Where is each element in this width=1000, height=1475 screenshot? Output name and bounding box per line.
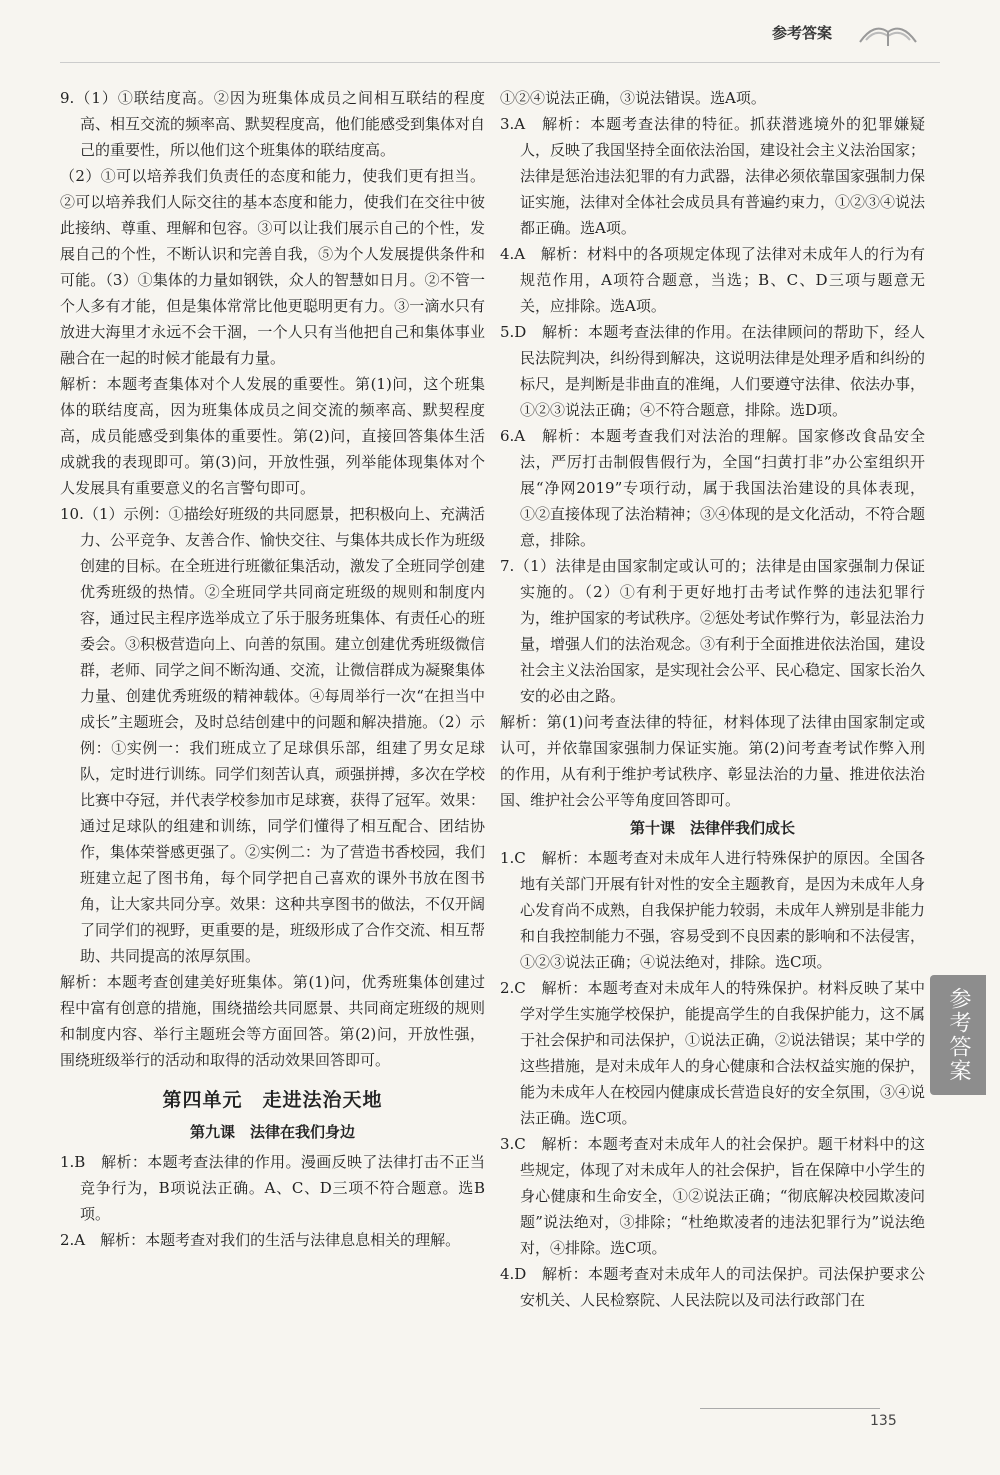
q9-analysis: 解析：本题考查集体对个人发展的重要性。第(1)问，这个班集体的联结度高，因为班集体成员之间交流的频率高、默契程度高，成员能感受到集体的重要性。第(2)问，直接回答集体生活成就我的表现即可。第(3)问，开放性强，列举能体现集体对个人发展具有重要意义的名言警句即可。 bbox=[60, 375, 485, 497]
l10-q2: 2.C 解析：本题考查对未成年人的特殊保护。材料反映了某中学对学生实施学校保护，能提高学生的自我保护能力，这不属于社会保护和司法保护，①说法正确，②说法错误；某中学的这些措施，是对未成年人的身心健康和合法权益实施的保护，能为未成年人在校园内健康成长营造良好的安全氛围，③④说法正确。选C项。 bbox=[500, 979, 926, 1127]
header-label: 参考答案 bbox=[772, 24, 833, 42]
l9-q1: 1.B 解析：本题考查法律的作用。漫画反映了法律打击不正当竞争行为，B项说法正确。A、C、D三项不符合题意。选B项。 bbox=[60, 1153, 485, 1223]
unit-title: 第四单元 走进法治天地 bbox=[162, 1089, 383, 1111]
q9-part2: （2）①可以培养我们负责任的态度和能力，使我们更有担当。②可以培养我们人际交往的基本态度和能力，使我们在交往中彼此接纳、尊重、理解和包容。③可以让我们展示自己的个性，发展自己的个性，不断认识和完善自我，⑤为个人发展提供条件和可能。（3）①集体的力量如钢铁，众人的智慧如日月。②不管一个人多有才能，但是集体常常比他更聪明更有力。③一滴水只有放进大海里才永远不会干涸，一个人只有当他把自己和集体事业融合在一起的时候才能最有力量。 bbox=[60, 167, 485, 367]
footer-rule bbox=[700, 1408, 880, 1409]
side-tab: 参考答案 bbox=[930, 975, 986, 1095]
l9-q3: 3.A 解析：本题考查法律的特征。抓获潜逃境外的犯罪嫌疑人，反映了我国坚持全面依法治国，建设社会主义法治国家；法律是惩治违法犯罪的有力武器，法律必须依靠国家强制力保证实施，法律对全体社会成员具有普遍约束力，①②③④说法都正确。选A项。 bbox=[500, 115, 926, 237]
header-rule bbox=[60, 62, 940, 63]
l9-q2: 2.A 解析：本题考查对我们的生活与法律息息相关的理解。 bbox=[60, 1231, 461, 1249]
l9-q7: 7.（1）法律是由国家制定或认可的；法律是由国家强制力保证实施的。（2）①有利于更好地打击考试作弊的违法犯罪行为，维护国家的考试秩序。②惩处考试作弊行为，彰显法治力量，增强人们的法治观念。③有利于全面推进依法治国，建设社会主义法治国家，是实现社会公平、民心稳定、国家长治久安的必由之路。 bbox=[500, 557, 926, 705]
l9-q5: 5.D 解析：本题考查法律的作用。在法律顾问的帮助下，经人民法院判决，纠纷得到解决，这说明法律是处理矛盾和纠纷的标尺，是判断是非曲直的准绳，人们要遵守法律、依法办事，①②③说法正确；④不符合题意，排除。选D项。 bbox=[500, 323, 926, 419]
q10-analysis: 解析：本题考查创建美好班集体。第(1)问，优秀班集体创建过程中富有创意的措施，围绕描绘共同愿景、共同商定班级的规则和制度内容、举行主题班会等方面回答。第(2)问，开放性强，围绕班级举行的活动和取得的活动效果回答即可。 bbox=[60, 973, 485, 1069]
q9-part1: 9.（1）①联结度高。②因为班集体成员之间相互联结的程度高、相互交流的频率高、默契程度高，他们能感受到集体对自己的重要性，所以他们这个班集体的联结度高。 bbox=[60, 89, 486, 159]
lesson10-title: 第十课 法律伴我们成长 bbox=[629, 819, 795, 837]
l10-q1: 1.C 解析：本题考查对未成年人进行特殊保护的原因。全国各地有关部门开展有针对性的安全主题教育，是因为未成年人身心发育尚不成熟，自我保护能力较弱，未成年人辨别是非能力和自我控制能力不强，容易受到不良因素的影响和不法侵害，①②③说法正确；④说法绝对，排除。选C项。 bbox=[500, 849, 926, 971]
l9-q2-continued: ①②④说法正确，③说法错误。选A项。 bbox=[500, 89, 766, 107]
l9-q6: 6.A 解析：本题考查我们对法治的理解。国家修改食品安全法，严厉打击制假售假行为，全国“扫黄打非”办公室组织开展“净网2019”专项行动，属于我国法治建设的具体表现，①②直接体现了法治精神；③④体现的是文化活动，不符合题意，排除。 bbox=[500, 427, 926, 549]
lesson9-title: 第九课 法律在我们身边 bbox=[189, 1123, 355, 1141]
left-column bbox=[60, 85, 485, 1253]
page-number: 135 bbox=[870, 1413, 897, 1429]
l9-q7-analysis: 解析：第(1)问考查法律的特征，材料体现了法律由国家制定或认可，并依靠国家强制力保证实施。第(2)问考查考试作弊入刑的作用，从有利于维护考试秩序、彰显法治的力量、推进依法治国、维护社会公平等角度回答即可。 bbox=[500, 713, 925, 809]
l10-q4: 4.D 解析：本题考查对未成年人的司法保护。司法保护要求公安机关、人民检察院、人民法院以及司法行政部门在 bbox=[500, 1265, 925, 1309]
l9-q4: 4.A 解析：材料中的各项规定体现了法律对未成年人的行为有规范作用，A项符合题意，当选；B、C、D三项与题意无关，应排除。选A项。 bbox=[500, 245, 925, 315]
right-column bbox=[500, 85, 925, 1313]
l10-q3: 3.C 解析：本题考查对未成年人的社会保护。题干材料中的这些规定，体现了对未成年人的社会保护，旨在保障中小学生的身心健康和生命安全，①②说法正确；“彻底解决校园欺凌问题”说法绝对，③排除；“杜绝欺凌者的违法犯罪行为”说法绝对，④排除。选C项。 bbox=[500, 1135, 926, 1257]
book-logo-icon bbox=[856, 18, 920, 48]
q10-part1: 10.（1）示例：①描绘好班级的共同愿景，把积极向上、充满活力、公平竞争、友善合作、愉快交往、与集体共成长作为班级创建的目标。在全班进行班徽征集活动，激发了全班同学创建优秀班级的热情。②全班同学共同商定班级的规则和制度内容，通过民主程序选举成立了乐于服务班集体、有责任心的班委会。③积极营造向上、向善的氛围。建立创建优秀班级微信群，老师、同学之间不断沟通、交流，让微信群成为凝聚集体力量、创建优秀班级的精神载体。④每周举行一次“在担当中成长”主题班会，及时总结创建中的问题和解决措施。（2）示例：①实例一：我们班成立了足球俱乐部，组建了男女足球队，定时进行训练。同学们刻苦认真，顽强拼搏，多次在学校比赛中夺冠，并代表学校参加市足球赛，获得了冠军。效果：通过足球队的组建和训练，同学们懂得了相互配合、团结协作，集体荣誉感更强了。②实例二：为了营造书香校园，我们班建立起了图书角，每个同学把自己喜欢的课外书放在图书角，让大家共同分享。效果：这种共享图书的做法，不仅开阔了同学们的视野，更重要的是，班级形成了合作交流、相互帮助、共同提高的浓厚氛围。 bbox=[60, 505, 486, 965]
